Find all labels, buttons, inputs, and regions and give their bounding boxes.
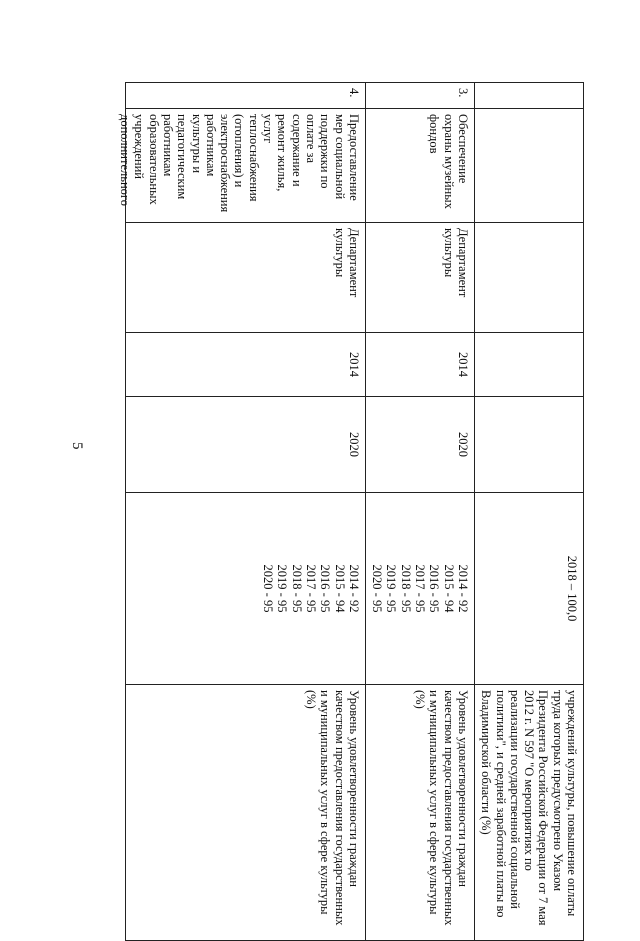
target-value: 2018 - 95 [289,564,304,613]
cell-activity [118,109,365,223]
rotated-page [50,0,595,926]
target-value: 2014 - 92 [455,564,470,613]
target-value: 2018 – 100,0 [565,555,579,622]
cell-start-year: 2014 [125,333,365,397]
table-row [474,83,583,941]
cell-number: 3. [365,83,474,109]
cell-indicator: Уровень удовлетворенности граждан качеством предоставления государственных и муниципальных услуг в сфере культуры (%) [365,685,474,941]
target-value: 2019 - 95 [275,564,290,613]
target-value: 2020 - 95 [261,564,276,613]
activity-text: Предоставление мер социальной поддержки по оплате за содержание и ремонт жилья, услуг теплоснабжения (отопления) и электроснабжения работникам культуры и педагогическим работникам образовательных учреждений дополнительного [118,114,361,213]
page-number: 5 [69,442,85,450]
target-value: 2017 - 95 [303,564,318,613]
target-value: 2018 - 95 [398,564,413,613]
cell-activity [474,109,583,223]
cell-indicator: Уровень удовлетворенности граждан качеством предоставления государственных и муниципальных услуг в сфере культуры (%) [125,685,365,941]
target-value: 2016 - 95 [318,564,333,613]
cell-start-year: 2014 [365,333,474,397]
target-value: 2020 - 95 [370,564,385,613]
cell-activity: Обеспечение охраны музейных фондов [365,109,474,223]
cell-start-year [474,333,583,397]
cell-target-values [474,493,583,685]
cell-executor [474,223,583,333]
cell-end-year: 2020 [125,397,365,493]
target-value: 2015 - 94 [441,564,456,613]
target-value: 2017 - 95 [413,564,428,613]
cell-executor: Департамент культуры [125,223,365,333]
cell-end-year [474,397,583,493]
cell-number [474,83,583,109]
table-row [125,83,365,941]
cell-end-year: 2020 [365,397,474,493]
target-value: 2014 - 92 [346,564,361,613]
target-value: 2016 - 95 [427,564,442,613]
cell-number: 4. [125,83,365,109]
target-value: 2015 - 94 [332,564,347,613]
target-value: 2019 - 95 [384,564,399,613]
cell-target-values [365,493,474,685]
cell-executor: Департамент культуры [365,223,474,333]
table-row [365,83,474,941]
cell-indicator: учреждений культуры, повышение оплаты труда которых предусмотрено Указом Президента Российской Федерации от 7 мая 2012 г. N 597 "О мероприятиях по реализации государственной социальной политики", и средней заработной платы во Владимирской области (%) [474,685,583,941]
cell-target-values [125,493,365,685]
program-table [118,82,584,941]
